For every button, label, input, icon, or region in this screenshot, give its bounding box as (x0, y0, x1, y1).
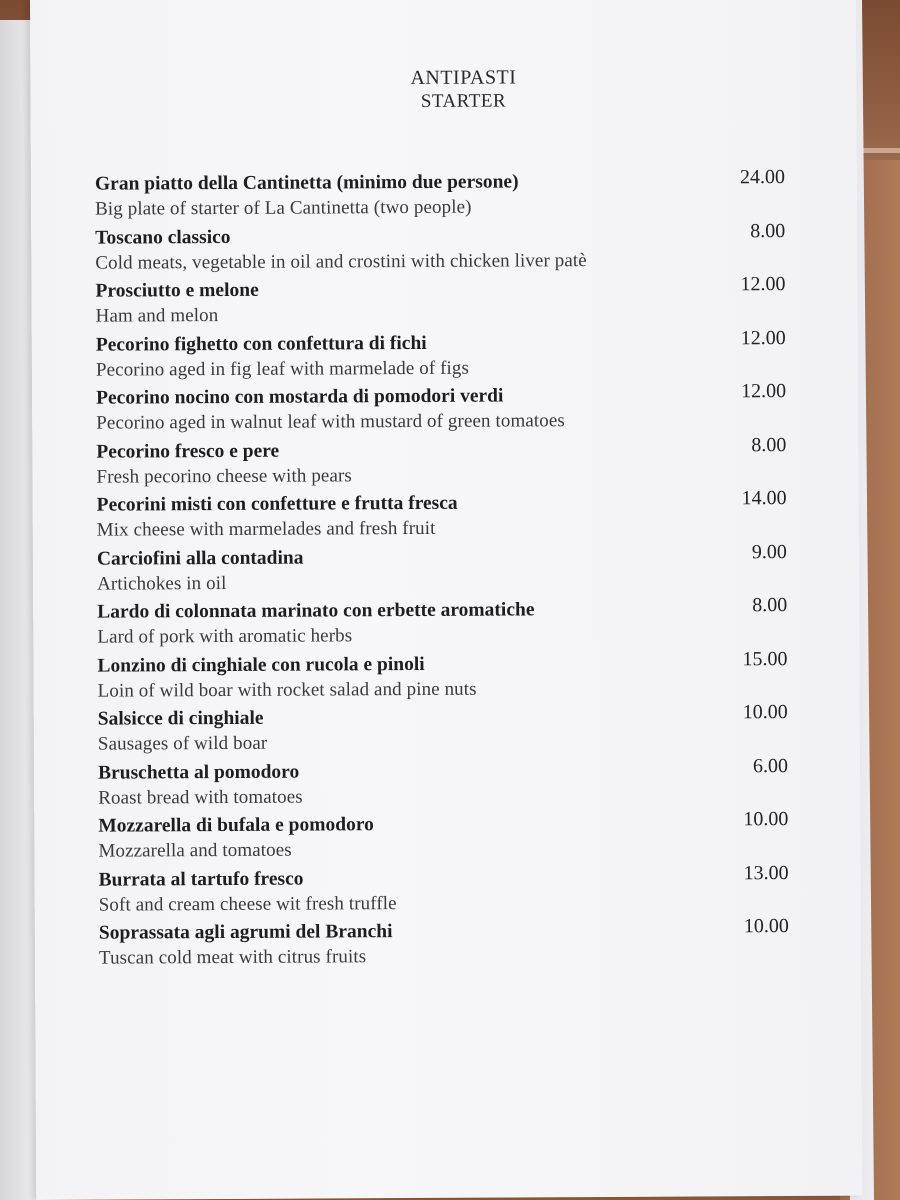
menu-header (30, 64, 856, 116)
menu-item-description: Lard of pork with aromatic herbs (97, 625, 353, 648)
menu-item (95, 219, 786, 279)
menu-item-price: 8.00 (750, 219, 786, 242)
menu-item-description: Pecorino aged in fig leaf with marmelade of figs (95, 357, 470, 381)
menu-item (96, 382, 786, 439)
menu-page (30, 0, 862, 1200)
menu-item-price: 10.00 (742, 701, 788, 724)
menu-item-name: Lardo di colonnata marinato con erbette aromatiche (97, 599, 535, 623)
menu-item-description: Mix cheese with marmelades and fresh fruit (96, 517, 436, 541)
menu-item (97, 489, 787, 546)
menu-item (99, 917, 789, 974)
menu-item-description: Mozzarella and tomatoes (98, 839, 292, 862)
menu-item (98, 703, 788, 760)
menu-item-price: 6.00 (752, 754, 789, 777)
menu-item (98, 810, 788, 867)
menu-item-name: Lonzino di cinghiale con rucola e pinoli (97, 653, 425, 677)
menu-item (98, 861, 789, 921)
menu-item-price: 12.00 (740, 273, 786, 296)
menu-list (95, 168, 789, 974)
menu-item-name: Mozzarella di bufala e pomodoro (98, 814, 374, 837)
menu-item-description: Fresh pecorino cheese with pears (96, 464, 352, 488)
menu-item-price: 12.00 (741, 380, 787, 403)
menu-item-name: Bruschetta al pomodoro (97, 761, 300, 784)
menu-item-description: Cold meats, vegetable in oil and crostini with chicken liver patè (95, 249, 587, 274)
menu-item-description: Loin of wild boar with rocket salad and pine nuts (97, 678, 477, 702)
menu-item-description: Ham and melon (95, 305, 219, 327)
menu-item-name: Prosciutto e melone (95, 279, 259, 302)
menu-item (96, 433, 787, 493)
menu-item (95, 275, 785, 332)
section-subtitle: STARTER (420, 90, 507, 112)
menu-item-name: Pecorini misti con confetture e frutta fresca (96, 492, 458, 516)
menu-item-description: Soft and cream cheese wit fresh truffle (98, 892, 397, 916)
menu-item-price: 9.00 (751, 540, 787, 563)
menu-item-name: Pecorino fresco e pere (96, 440, 280, 463)
menu-item-name: Toscano classico (95, 226, 231, 249)
menu-item-description: Tuscan cold meat with citrus fruits (98, 946, 367, 969)
menu-item-name: Burrata al tartufo fresco (98, 868, 304, 891)
menu-item-price: 14.00 (741, 487, 787, 510)
menu-item (97, 647, 788, 707)
menu-item-name: Salsicce di cinghiale (97, 707, 264, 730)
menu-item-description: Big plate of starter of La Cantinetta (two people) (95, 196, 472, 220)
menu-item (95, 326, 786, 386)
menu-item-description: Artichokes in oil (97, 572, 227, 595)
menu-item-description: Sausages of wild boar (97, 732, 268, 755)
menu-item-name: Gran piatto della Cantinetta (minimo due persone) (94, 171, 519, 195)
section-title: ANTIPASTI (410, 66, 517, 90)
menu-item-name: Soprassata agli agrumi del Branchi (98, 921, 393, 944)
menu-item-price: 8.00 (752, 594, 788, 617)
menu-item-description: Pecorino aged in walnut leaf with mustard of green tomatoes (96, 410, 565, 434)
menu-item-price: 24.00 (739, 166, 785, 189)
menu-item (96, 540, 787, 600)
menu-item-price: 10.00 (743, 808, 789, 831)
menu-item-price: 10.00 (743, 915, 789, 938)
menu-item-price: 15.00 (742, 647, 788, 670)
menu-item-description: Roast bread with tomatoes (98, 786, 303, 809)
menu-item-name: Pecorino nocino con mostarda di pomodori verdi (96, 385, 504, 409)
menu-item-name: Carciofini alla contadina (96, 547, 304, 570)
menu-item-name: Pecorino fighetto con confettura di fichi (95, 332, 427, 356)
menu-item (97, 754, 789, 814)
menu-item-price: 12.00 (740, 326, 786, 349)
menu-item (97, 596, 787, 653)
menu-item (95, 168, 785, 225)
menu-item-price: 8.00 (751, 433, 787, 456)
menu-item-price: 13.00 (743, 861, 789, 884)
